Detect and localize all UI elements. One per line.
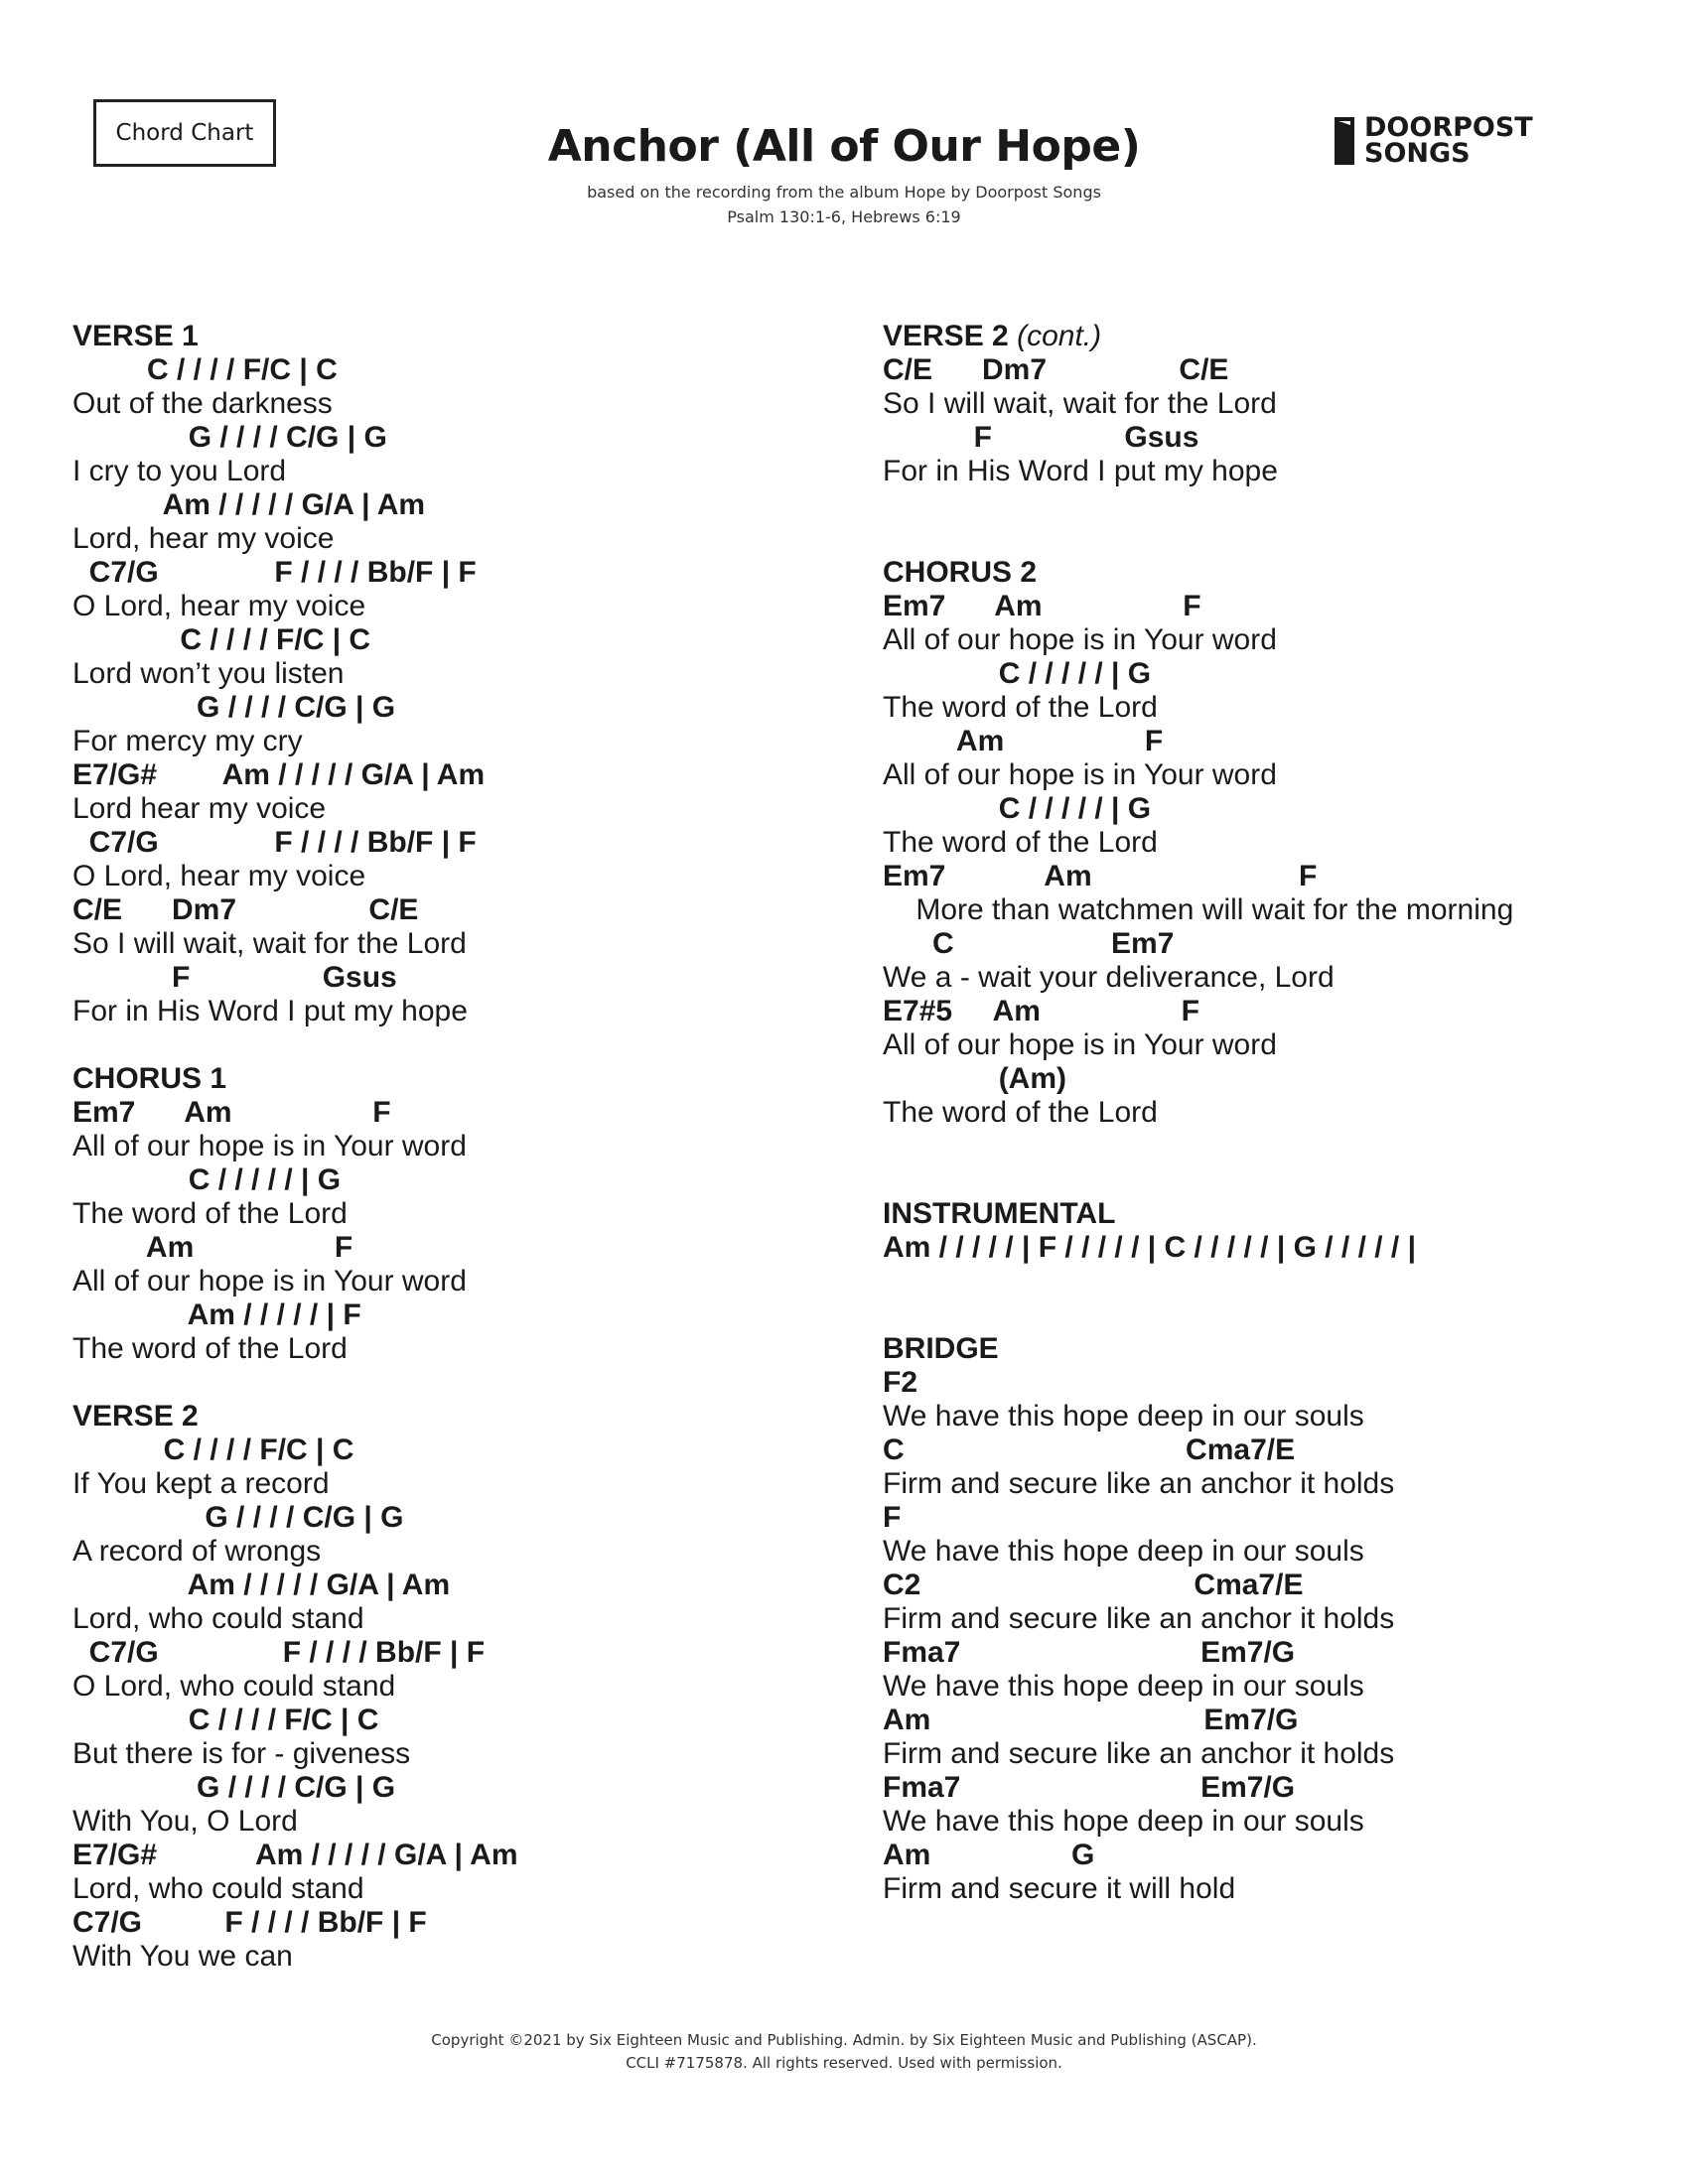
lyric-line: We have this hope deep in our souls [883, 1670, 1364, 1703]
lyric-line: O Lord, hear my voice [72, 860, 366, 892]
lyric-line: For mercy my cry [72, 725, 303, 757]
right-column [883, 320, 1637, 1906]
section-bridge [883, 1332, 1637, 1906]
logo-line-1: DOORPOST [1364, 112, 1533, 143]
section-heading-text: INSTRUMENTAL [883, 1197, 1116, 1230]
copyright-line: Copyright ©2021 by Six Eighteen Music and Publishing. Admin. by Six Eighteen Music and Publishing (ASCAP). [431, 2031, 1257, 2049]
chord-line: Em7 Am F [883, 860, 1318, 892]
lyric-line: For in His Word I put my hope [883, 455, 1278, 487]
lyric-line: Lord won’t you listen [72, 657, 345, 690]
lyric-line: The word of the Lord [883, 1096, 1158, 1129]
scripture-reference: Psalm 130:1-6, Hebrews 6:19 [727, 207, 961, 226]
recording-credit: based on the recording from the album Hope by Doorpost Songs [587, 183, 1101, 202]
chord-line: C / / / / F/C | C [72, 353, 338, 386]
chord-line: E7/G# Am / / / / / G/A | Am [72, 1839, 518, 1871]
chord-line: E7/G# Am / / / / / G/A | Am [72, 758, 486, 791]
chord-chart-badge: Chord Chart [93, 99, 276, 167]
section-spacer [72, 1028, 827, 1062]
lyric-line: All of our hope is in Your word [72, 1130, 467, 1162]
chord-line: G / / / / C/G | G [72, 421, 387, 454]
door-icon [1335, 117, 1356, 165]
section-heading-text: BRIDGE [883, 1332, 999, 1365]
lyric-line: All of our hope is in Your word [883, 623, 1277, 656]
lyric-line: We have this hope deep in our souls [883, 1805, 1364, 1838]
chord-line: (Am) [883, 1062, 1067, 1095]
chord-line: Am G [883, 1839, 1095, 1871]
logo-line-2: SONGS [1364, 138, 1471, 169]
section-heading [883, 1332, 1637, 1366]
lyric-line: With You we can [72, 1940, 293, 1973]
lyric-line: Out of the darkness [72, 387, 333, 420]
song-title: Anchor (All of Our Hope) [547, 121, 1141, 172]
chord-line: C7/G F / / / / Bb/F | F [72, 1906, 427, 1939]
lyric-line: Firm and secure it will hold [883, 1872, 1236, 1905]
chord-line: Am / / / / / G/A | Am [72, 488, 426, 521]
lyric-line: We a - wait your deliverance, Lord [883, 961, 1335, 994]
lyric-line: All of our hope is in Your word [72, 1265, 467, 1297]
chord-line: Em7 Am F [72, 1096, 391, 1129]
chord-line: Em7 Am F [883, 590, 1201, 622]
section-heading-suffix: (cont.) [1017, 320, 1102, 352]
lyric-line: So I will wait, wait for the Lord [72, 927, 467, 960]
section-heading [72, 1400, 827, 1433]
chord-line: C / / / / / | G [883, 792, 1152, 825]
lyric-line: Firm and secure like an anchor it holds [883, 1602, 1395, 1635]
logo-text [1364, 112, 1533, 169]
section-spacer [72, 1366, 827, 1400]
chord-line: C7/G F / / / / Bb/F | F [72, 1636, 486, 1669]
lyric-line: The word of the Lord [883, 826, 1158, 859]
section-spacer [883, 1130, 1637, 1163]
chord-line: Am / / / / / G/A | Am [72, 1569, 451, 1601]
chord-line: Am / / / / / | F [72, 1298, 361, 1331]
lyric-line: For in His Word I put my hope [72, 995, 468, 1027]
lyric-line: More than watchmen will wait for the morning [883, 893, 1514, 926]
lyric-line: But there is for - giveness [72, 1737, 411, 1770]
lyric-line: Firm and secure like an anchor it holds [883, 1467, 1395, 1500]
chord-line: Fma7 Em7/G [883, 1771, 1296, 1804]
chord-line: Am / / / / / | F / / / / / | C / / / / / | G / / / / / | [883, 1231, 1416, 1264]
section-heading [883, 320, 1637, 353]
section-heading-text: VERSE 1 [72, 320, 199, 352]
chord-line: C / / / / / | G [72, 1163, 342, 1196]
lyric-line: The word of the Lord [72, 1332, 348, 1365]
section-spacer [883, 1265, 1637, 1298]
chord-line: Fma7 Em7/G [883, 1636, 1296, 1669]
lyric-line: We have this hope deep in our souls [883, 1400, 1364, 1433]
ccli-line: CCLI #7175878. All rights reserved. Used with permission. [626, 2054, 1062, 2072]
section-heading-text: CHORUS 1 [72, 1062, 227, 1095]
chord-line: C Em7 [883, 927, 1175, 960]
chord-line: C / / / / F/C | C [72, 623, 371, 656]
lyric-line: Lord hear my voice [72, 792, 327, 825]
section-heading [72, 1062, 827, 1096]
chord-line: C/E Dm7 C/E [72, 893, 419, 926]
lyric-line: So I will wait, wait for the Lord [883, 387, 1277, 420]
lyric-line: All of our hope is in Your word [883, 758, 1277, 791]
lyric-line: The word of the Lord [72, 1197, 348, 1230]
section-verse-1 [72, 320, 827, 1062]
lyric-line: All of our hope is in Your word [883, 1028, 1277, 1061]
section-spacer [883, 1298, 1637, 1332]
lyric-line: Lord, who could stand [72, 1602, 364, 1635]
section-heading-text: VERSE 2 [883, 320, 1009, 352]
chord-line: F Gsus [72, 961, 397, 994]
chord-line: G / / / / C/G | G [72, 1771, 396, 1804]
section-heading-text: CHORUS 2 [883, 556, 1038, 589]
chord-line: Am F [72, 1231, 353, 1264]
chord-line: G / / / / C/G | G [72, 691, 396, 724]
section-heading [883, 556, 1637, 590]
chord-line: F [883, 1501, 902, 1534]
lyric-line: The word of the Lord [883, 691, 1158, 724]
lyric-line: If You kept a record [72, 1467, 330, 1500]
lyric-line: Lord, who could stand [72, 1872, 364, 1905]
lyric-line: O Lord, hear my voice [72, 590, 366, 622]
section-spacer [883, 522, 1637, 556]
chord-line: F Gsus [883, 421, 1199, 454]
section-verse-2 [72, 1400, 827, 1974]
section-heading [883, 1197, 1637, 1231]
chord-line: C / / / / F/C | C [72, 1704, 379, 1736]
lyric-line: Firm and secure like an anchor it holds [883, 1737, 1395, 1770]
chord-line: C / / / / / | G [883, 657, 1152, 690]
section-chorus-1 [72, 1062, 827, 1400]
chord-line: C7/G F / / / / Bb/F | F [72, 556, 477, 589]
section-heading [72, 320, 827, 353]
section-heading-text: VERSE 2 [72, 1400, 199, 1433]
section-spacer [883, 1163, 1637, 1197]
lyric-line: A record of wrongs [72, 1535, 322, 1568]
chord-line: E7#5 Am F [883, 995, 1199, 1027]
lyric-line: With You, O Lord [72, 1805, 298, 1838]
chord-line: Am Em7/G [883, 1704, 1299, 1736]
section-chorus-2 [883, 556, 1637, 1197]
chord-line: C2 Cma7/E [883, 1569, 1304, 1601]
lyric-line: Lord, hear my voice [72, 522, 335, 555]
lyric-line: O Lord, who could stand [72, 1670, 396, 1703]
lyric-line: We have this hope deep in our souls [883, 1535, 1364, 1568]
chord-line: G / / / / C/G | G [72, 1501, 404, 1534]
chord-line: C Cma7/E [883, 1433, 1296, 1466]
chord-line: C / / / / F/C | C [72, 1433, 354, 1466]
section-verse-2-cont [883, 320, 1637, 556]
chord-line: C/E Dm7 C/E [883, 353, 1229, 386]
section-spacer [883, 488, 1637, 522]
section-instrumental [883, 1197, 1637, 1332]
chord-line: C7/G F / / / / Bb/F | F [72, 826, 477, 859]
lyric-line: I cry to you Lord [72, 455, 287, 487]
left-column [72, 320, 827, 1974]
chord-line: F2 [883, 1366, 918, 1399]
chord-line: Am F [883, 725, 1164, 757]
